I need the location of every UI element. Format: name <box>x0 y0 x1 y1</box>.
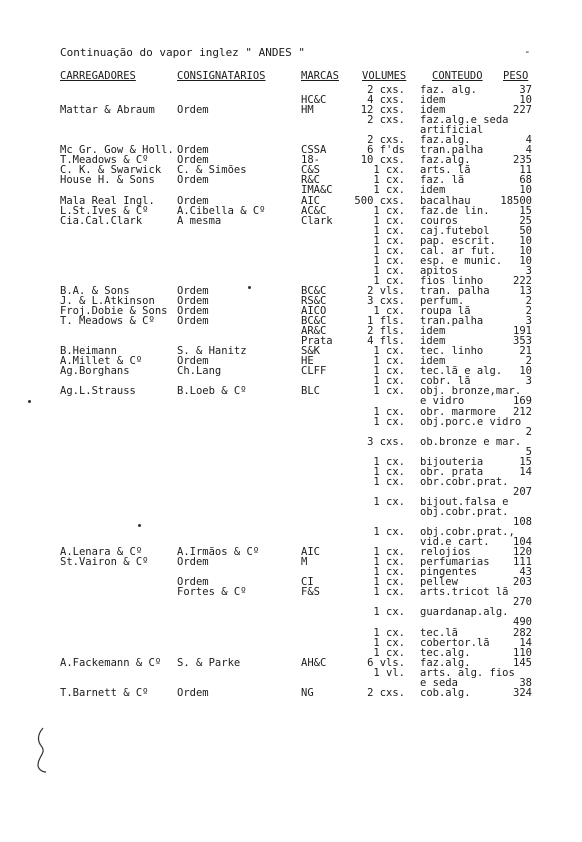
volumes-cell: 1 cx. <box>373 415 405 428</box>
carregador-cell: C. K. & Swarwick <box>60 164 162 177</box>
peso-cell: 104 <box>513 536 532 549</box>
volumes-cell: 1 cx. <box>373 204 405 217</box>
marca-cell: BC&C <box>301 284 327 297</box>
volumes-cell: 6 vls. <box>367 656 405 669</box>
table-row <box>0 266 582 276</box>
conteudo-cell: cobertor.lã <box>420 636 490 649</box>
carregador-cell: House H. & Sons <box>60 174 155 187</box>
conteudo-cell: pap. escrit. <box>420 234 496 247</box>
peso-cell: 15 <box>519 204 532 217</box>
carregador-cell: A.Millet & Cº <box>60 355 143 368</box>
volumes-cell: 1 cx. <box>373 214 405 227</box>
volumes-cell: 1 cx. <box>373 606 405 619</box>
volumes-cell: 4 cxs. <box>367 94 405 107</box>
peso-cell: 4 <box>525 144 532 157</box>
conteudo-cell: faz.alg.e seda <box>420 114 509 127</box>
consignatario-cell: Ordem <box>177 284 209 297</box>
conteudo-cell: arts. alg. fios <box>420 666 515 679</box>
marca-cell: BLC <box>301 385 320 398</box>
peso-cell: 2 <box>525 305 532 318</box>
peso-cell: 353 <box>513 335 532 348</box>
peso-cell: 11 <box>519 164 532 177</box>
consignatario-cell: Ordem <box>177 104 209 117</box>
table-row <box>0 115 582 125</box>
volumes-cell: 1 cx. <box>373 576 405 589</box>
consignatario-cell: Ordem <box>177 355 209 368</box>
table-row <box>0 668 582 678</box>
carregador-cell: T.Barnett & Cº <box>60 686 149 699</box>
header-conteudo: CONTEUDO <box>432 70 483 82</box>
peso-cell: 222 <box>513 274 532 287</box>
table-row <box>0 527 582 537</box>
peso-cell: 169 <box>513 395 532 408</box>
volumes-cell: 1 cx. <box>373 254 405 267</box>
table-row <box>0 617 582 627</box>
volumes-cell: 2 cxs. <box>367 84 405 96</box>
volumes-cell: 1 cx. <box>373 164 405 177</box>
conteudo-cell: idem <box>420 94 446 107</box>
peso-cell: 3 <box>525 315 532 328</box>
volumes-cell: 1 cx. <box>373 475 405 488</box>
peso-cell: 10 <box>519 234 532 247</box>
conteudo-cell: perfumarias <box>420 556 490 569</box>
peso-cell: 227 <box>513 104 532 117</box>
peso-cell: 37 <box>519 84 532 96</box>
consignatario-cell: A.Irmãos & Cº <box>177 546 260 559</box>
marca-cell: AIC <box>301 546 320 559</box>
peso-cell: 38 <box>519 676 532 689</box>
peso-cell: 5 <box>525 445 532 458</box>
peso-cell: 2 <box>525 425 532 438</box>
consignatario-cell: A mesma <box>177 214 222 227</box>
peso-cell: 3 <box>525 375 532 388</box>
volumes-cell: 2 cxs. <box>367 686 405 699</box>
peso-cell: 108 <box>513 516 532 529</box>
volumes-cell: 1 cx. <box>373 244 405 257</box>
carregador-cell: Froj.Dobie & Sons <box>60 305 168 318</box>
volumes-cell: 1 cx. <box>373 355 405 368</box>
page-mark: - <box>524 45 531 58</box>
marca-cell: R&C <box>301 174 320 187</box>
conteudo-cell: guardanap.alg. <box>420 606 509 619</box>
consignatario-cell: C. & Simões <box>177 164 247 177</box>
peso-cell: 14 <box>519 636 532 649</box>
volumes-cell: 1 cx. <box>373 305 405 318</box>
table-row <box>0 557 582 567</box>
consignatario-cell: Fortes & Cº <box>177 586 247 599</box>
carregador-cell: T. Meadows & Cº <box>60 315 155 328</box>
volumes-cell: 1 cx. <box>373 264 405 277</box>
conteudo-cell: tran.palha <box>420 315 484 328</box>
header-consignatarios: CONSIGNATARIOS <box>177 70 266 82</box>
peso-cell: 10 <box>519 365 532 378</box>
conteudo-cell: idem <box>420 335 446 348</box>
volumes-cell: 1 cx. <box>373 224 405 237</box>
peso-cell: 43 <box>519 566 532 579</box>
consignatario-cell: B.Loeb & Cº <box>177 385 247 398</box>
conteudo-cell: cal. ar fut. <box>420 244 496 257</box>
conteudo-cell: faz. lã <box>420 174 465 187</box>
carregador-cell: Ag.L.Strauss <box>60 385 136 398</box>
volumes-cell: 2 cxs. <box>367 114 405 127</box>
table-row <box>0 457 582 467</box>
table-row <box>0 417 582 427</box>
peso-cell: 145 <box>513 656 532 669</box>
volumes-cell: 1 cx. <box>373 465 405 478</box>
table-row <box>0 256 582 266</box>
conteudo-cell: bacalhau <box>420 194 471 207</box>
table-row <box>0 688 582 698</box>
peso-cell: 2 <box>525 355 532 368</box>
peso-cell: 2 <box>525 294 532 307</box>
volumes-cell: 4 fls. <box>367 335 405 348</box>
carregador-cell: B.A. & Sons <box>60 284 130 297</box>
volumes-cell: 10 cxs. <box>360 154 405 167</box>
volumes-cell: 1 cx. <box>373 385 405 398</box>
peso-cell: 10 <box>519 94 532 107</box>
marca-cell: S&K <box>301 345 320 358</box>
carregador-cell: Cia.Cal.Clark <box>60 214 143 227</box>
conteudo-cell: e vidro <box>420 395 465 408</box>
conteudo-cell: pingentes <box>420 566 477 579</box>
carregador-cell: L.St.Ives & Cº <box>60 204 149 217</box>
conteudo-cell: tran. palha <box>420 284 490 297</box>
table-row <box>0 396 582 406</box>
peso-cell: 10 <box>519 184 532 197</box>
conteudo-cell: obj.porc.e vidro <box>420 415 522 428</box>
conteudo-cell: apitos <box>420 264 458 277</box>
conteudo-cell: bijouteria <box>420 455 484 468</box>
consignatario-cell: Ordem <box>177 174 209 187</box>
consignatario-cell: Ordem <box>177 194 209 207</box>
conteudo-cell: idem <box>420 355 446 368</box>
conteudo-cell: roupa lã <box>420 305 471 318</box>
volumes-cell: 1 cx. <box>373 365 405 378</box>
consignatario-cell: Ordem <box>177 686 209 699</box>
table-row <box>0 587 582 597</box>
table-row <box>0 437 582 447</box>
marca-cell: HE <box>301 355 314 368</box>
conteudo-cell: tec. linho <box>420 345 484 358</box>
ink-speck <box>138 524 141 527</box>
table-row <box>0 326 582 336</box>
consignatario-cell: Ordem <box>177 315 209 328</box>
conteudo-cell: cob.alg. <box>420 686 471 699</box>
peso-cell: 120 <box>513 546 532 559</box>
peso-cell: 490 <box>513 616 532 629</box>
volumes-cell: 1 vl. <box>373 666 405 679</box>
volumes-cell: 1 cx. <box>373 646 405 659</box>
volumes-cell: 1 cx. <box>373 174 405 187</box>
conteudo-cell: arts. lã <box>420 164 471 177</box>
peso-cell: 14 <box>519 465 532 478</box>
table-row <box>0 185 582 195</box>
marca-cell: Clark <box>301 214 333 227</box>
marca-cell: CSSA <box>301 144 327 157</box>
conteudo-cell: idem <box>420 184 446 197</box>
table-row <box>0 175 582 185</box>
volumes-cell: 1 cx. <box>373 546 405 559</box>
conteudo-cell: faz.alg. <box>420 134 471 147</box>
volumes-cell: 1 cx. <box>373 586 405 599</box>
conteudo-cell: tran.palha <box>420 144 484 157</box>
header-carregadores: CARREGADORES <box>60 70 136 82</box>
peso-cell: 18500 <box>500 194 532 207</box>
table-row <box>0 607 582 617</box>
conteudo-cell: obr. marmore <box>420 405 496 418</box>
marca-cell: HC&C <box>301 94 327 107</box>
table-row <box>0 628 582 638</box>
volumes-cell: 1 cx. <box>373 526 405 539</box>
volumes-cell: 2 vls. <box>367 284 405 297</box>
ink-speck <box>28 400 31 403</box>
table-row <box>0 567 582 577</box>
peso-cell: 10 <box>519 244 532 257</box>
volumes-cell: 1 cx. <box>373 405 405 418</box>
table-row <box>0 447 582 457</box>
marca-cell: M <box>301 556 308 569</box>
marca-cell: AC&C <box>301 204 327 217</box>
marca-cell: AR&C <box>301 325 327 338</box>
peso-cell: 282 <box>513 626 532 639</box>
conteudo-cell: idem <box>420 325 446 338</box>
conteudo-cell: fios linho <box>420 274 484 287</box>
peso-cell: 207 <box>513 485 532 498</box>
table-row <box>0 85 582 95</box>
manifest-table <box>0 85 582 698</box>
volumes-cell: 1 cx. <box>373 636 405 649</box>
ink-speck <box>248 286 251 289</box>
conteudo-cell: faz.de lin. <box>420 204 490 217</box>
conteudo-cell: obj.cobr.prat., <box>420 526 515 539</box>
conteudo-cell: faz.alg. <box>420 656 471 669</box>
conteudo-cell: idem <box>420 104 446 117</box>
table-row <box>0 386 582 396</box>
consignatario-cell: S. & Hanitz <box>177 345 247 358</box>
carregador-cell: Ag.Borghans <box>60 365 130 378</box>
consignatario-cell: Ch.Lang <box>177 365 222 378</box>
marca-cell: F&S <box>301 586 320 599</box>
conteudo-cell: faz.alg. <box>420 154 471 167</box>
conteudo-cell: bijout.falsa e <box>420 495 509 508</box>
volumes-cell: 2 fls. <box>367 325 405 338</box>
conteudo-cell: caj.futebol <box>420 224 490 237</box>
carregador-cell: J. & L.Atkinson <box>60 294 155 307</box>
consignatario-cell: Ordem <box>177 294 209 307</box>
conteudo-cell: vid.e cart. <box>420 536 490 549</box>
conteudo-cell: tec.lã e alg. <box>420 365 503 378</box>
table-row <box>0 477 582 487</box>
marca-cell: C&S <box>301 164 320 177</box>
carregador-cell: A.Lenara & Cº <box>60 546 143 559</box>
volumes-cell: 1 cx. <box>373 184 405 197</box>
carregador-cell: St.Vairon & Cº <box>60 556 149 569</box>
volumes-cell: 1 cx. <box>373 455 405 468</box>
conteudo-cell: ob.bronze e mar. <box>420 435 522 448</box>
conteudo-cell: faz. alg. <box>420 84 477 96</box>
volumes-cell: 3 cxs. <box>367 294 405 307</box>
conteudo-cell: obj. bronze,mar. <box>420 385 522 398</box>
conteudo-cell: obj.cobr.prat. <box>420 505 509 518</box>
volumes-cell: 1 cx. <box>373 566 405 579</box>
consignatario-cell: Ordem <box>177 576 209 589</box>
conteudo-cell: arts.tricot lã <box>420 586 509 599</box>
consignatario-cell: Ordem <box>177 305 209 318</box>
peso-cell: 203 <box>513 576 532 589</box>
marca-cell: NG <box>301 686 314 699</box>
marca-cell: AH&C <box>301 656 327 669</box>
table-row <box>0 638 582 648</box>
peso-cell: 270 <box>513 596 532 609</box>
consignatario-cell: Ordem <box>177 144 209 157</box>
volumes-cell: 1 cx. <box>373 626 405 639</box>
peso-cell: 212 <box>513 405 532 418</box>
volumes-cell: 12 cxs. <box>360 104 405 117</box>
volumes-cell: 3 cxs. <box>367 435 405 448</box>
marca-cell: AICO <box>301 305 327 318</box>
volumes-cell: 1 fls. <box>367 315 405 328</box>
conteudo-cell: tec.lã <box>420 626 458 639</box>
conteudo-cell: obr. prata <box>420 465 484 478</box>
marca-cell: Prata <box>301 335 333 348</box>
volumes-cell: 2 cxs. <box>367 134 405 147</box>
consignatario-cell: S. & Parke <box>177 656 241 669</box>
peso-cell: 110 <box>513 646 532 659</box>
conteudo-cell: couros <box>420 214 458 227</box>
consignatario-cell: Ordem <box>177 556 209 569</box>
peso-cell: 4 <box>525 134 532 147</box>
conteudo-cell: esp. e munic. <box>420 254 503 267</box>
peso-cell: 15 <box>519 455 532 468</box>
volumes-cell: 500 cxs. <box>354 194 405 207</box>
volumes-cell: 1 cx. <box>373 495 405 508</box>
marca-cell: IMA&C <box>301 184 333 197</box>
carregador-cell: B.Heimann <box>60 345 117 358</box>
peso-cell: 10 <box>519 254 532 267</box>
volumes-cell: 1 cx. <box>373 556 405 569</box>
volumes-cell: 1 cx. <box>373 234 405 247</box>
conteudo-cell: cobr. lã <box>420 375 471 388</box>
conteudo-cell: e seda <box>420 676 458 689</box>
carregador-cell: Mala Real Ingl. <box>60 194 155 207</box>
margin-bracket-mark <box>34 727 48 773</box>
carregador-cell: Mattar & Abraum <box>60 104 155 117</box>
carregador-cell: Mc Gr. Gow & Holl. <box>60 144 174 157</box>
peso-cell: 68 <box>519 174 532 187</box>
conteudo-cell: artificial <box>420 124 484 137</box>
header-peso: PESO <box>503 70 529 82</box>
carregador-cell: A.Fackemann & Cº <box>60 656 162 669</box>
marca-cell: AIC <box>301 194 320 207</box>
conteudo-cell: tec.alg. <box>420 646 471 659</box>
table-row <box>0 366 582 376</box>
marca-cell: RS&C <box>301 294 327 307</box>
table-row <box>0 507 582 517</box>
peso-cell: 235 <box>513 154 532 167</box>
table-row <box>0 216 582 226</box>
conteudo-cell: obr.cobr.prat. <box>420 475 509 488</box>
page-title: Continuação do vapor inglez " ANDES " <box>60 46 306 59</box>
marca-cell: CI <box>301 576 314 589</box>
volumes-cell: 1 cx. <box>373 345 405 358</box>
peso-cell: 13 <box>519 284 532 297</box>
consignatario-cell: A.Cibella & Cº <box>177 204 266 217</box>
marca-cell: CLFF <box>301 365 327 378</box>
peso-cell: 3 <box>525 264 532 277</box>
peso-cell: 191 <box>513 325 532 338</box>
carregador-cell: T.Meadows & Cº <box>60 154 149 167</box>
peso-cell: 50 <box>519 224 532 237</box>
peso-cell: 25 <box>519 214 532 227</box>
volumes-cell: 1 cx. <box>373 375 405 388</box>
table-row <box>0 125 582 135</box>
marca-cell: BC&C <box>301 315 327 328</box>
peso-cell: 324 <box>513 686 532 699</box>
peso-cell: 21 <box>519 345 532 358</box>
marca-cell: HM <box>301 104 314 117</box>
consignatario-cell: Ordem <box>177 154 209 167</box>
volumes-cell: 1 cx. <box>373 274 405 287</box>
conteudo-cell: pellew <box>420 576 458 589</box>
header-volumes: VOLUMES <box>362 70 407 82</box>
peso-cell: 111 <box>513 556 532 569</box>
conteudo-cell: relojios <box>420 546 471 559</box>
table-row <box>0 316 582 326</box>
volumes-cell: 6 f'ds <box>367 144 405 157</box>
marca-cell: 18- <box>301 154 320 167</box>
header-marcas: MARCAS <box>301 70 339 82</box>
conteudo-cell: perfum. <box>420 294 465 307</box>
